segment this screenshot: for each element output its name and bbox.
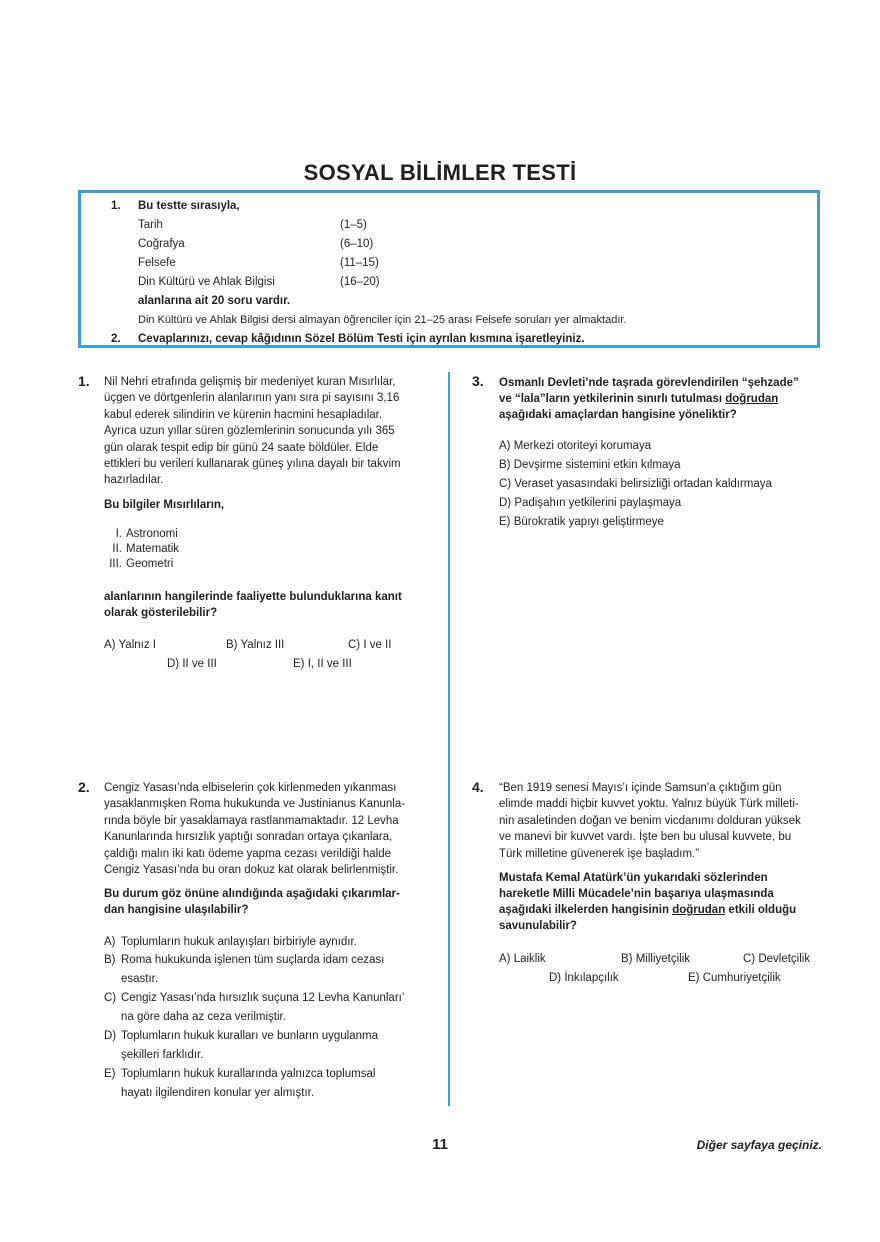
stem-line: alanlarının hangilerinde faaliyette bulunduklarına kanıt xyxy=(104,591,402,603)
option-d[interactable] xyxy=(104,1030,428,1068)
option-letter: A) xyxy=(104,936,116,948)
passage-line: çaldığı malın iki katı ödeme yapma cezası verildiği halde xyxy=(104,847,392,860)
subject-range: (6–10) xyxy=(340,238,374,250)
subject-name: Coğrafya xyxy=(138,238,185,250)
statement-item: Astronomi xyxy=(126,528,178,540)
question-3-number: 3. xyxy=(472,373,484,389)
option-letter: B) xyxy=(104,954,116,966)
stem-line: Mustafa Kemal Atatürk’ün yukarıdaki sözlerinden xyxy=(499,872,768,884)
stem-line: savunulabilir? xyxy=(499,920,577,932)
subject-range: (11–15) xyxy=(340,257,379,269)
option-text: şekilleri farklıdır. xyxy=(121,1049,204,1061)
option-e[interactable]: E) Bürokratik yapıyı geliştirmeye xyxy=(499,516,664,528)
subject-range: (16–20) xyxy=(340,276,380,288)
subject-name: Tarih xyxy=(138,219,163,231)
option-b[interactable]: B) Yalnız III xyxy=(226,639,285,651)
instruction-2-number: 2. xyxy=(111,333,121,345)
column-divider xyxy=(448,372,450,1106)
passage-line: rında böyle bir yasaklamaya rastlanmamaktadır. 12 Levha xyxy=(104,814,399,827)
option-e[interactable]: E) Cumhuriyetçilik xyxy=(688,972,781,984)
page-title: SOSYAL BİLİMLER TESTİ xyxy=(303,160,577,185)
statement-item: Matematik xyxy=(126,543,180,555)
option-a[interactable]: A) Yalnız I xyxy=(104,639,156,651)
question-1-lead: Bu bilgiler Mısırlıların, xyxy=(104,499,225,511)
passage-line: “Ben 1919 senesi Mayıs’ı içinde Samsun’a çıktığım gün xyxy=(499,782,782,794)
underlined-word: doğrudan xyxy=(672,904,726,916)
option-a[interactable] xyxy=(104,936,428,954)
option-text: esastır. xyxy=(121,973,159,985)
question-4-stem xyxy=(499,870,825,934)
instruction-2-text: Cevaplarınızı, cevap kâğıdının Sözel Bölüm Testi için ayrılan kısmına işaretleyiniz. xyxy=(138,333,585,345)
passage-line: Nil Nehri etrafında gelişmiş bir medeniyet kuran Mısırlılar, xyxy=(104,376,396,388)
roman-numeral: II. xyxy=(112,543,122,555)
option-text: Cengiz Yasası’nda hırsızlık suçuna 12 Levha Kanunları’ xyxy=(121,992,405,1004)
option-c[interactable] xyxy=(104,992,428,1030)
option-text: Roma hukukunda işlenen tüm suçlarda idam cezası xyxy=(121,954,385,966)
instruction-1-tail: alanlarına ait 20 soru vardır. xyxy=(138,295,291,307)
passage-line: Cengiz Yasası’nda elbiselerin çok kirlenmeden yıkanması xyxy=(104,782,397,794)
passage-line: Ayrıca uzun yıllar süren gözlemlerinin sonucunda yılı 365 xyxy=(104,425,395,438)
option-d[interactable]: D) İnkılapçılık xyxy=(549,972,619,984)
option-a[interactable]: A) Laiklik xyxy=(499,953,546,965)
passage-line: hazırladılar. xyxy=(104,474,164,487)
passage-line: gün olarak tespit edip bir günü 24 saate böldüler. Elde xyxy=(104,441,379,454)
option-text: Toplumların hukuk anlayışları birbiriyle aynıdır. xyxy=(121,936,357,948)
stem-text: etkili olduğu xyxy=(725,904,797,916)
option-letter: D) xyxy=(104,1030,117,1042)
underlined-word: doğrudan xyxy=(725,393,779,405)
stem-line: dan hangisine ulaşılabilir? xyxy=(104,904,249,916)
stem-line xyxy=(499,391,825,407)
option-a[interactable]: A) Merkezi otoriteyi korumaya xyxy=(499,440,652,452)
subject-name: Din Kültürü ve Ahlak Bilgisi xyxy=(138,276,275,288)
option-letter: C) xyxy=(104,992,117,1004)
option-e[interactable] xyxy=(104,1068,428,1106)
passage-line: ettikleri bu verileri kullanarak güneş yılına dayalı bir takvim xyxy=(104,458,401,471)
statement-item: Geometri xyxy=(126,558,174,570)
question-3-stem xyxy=(499,375,825,423)
option-c[interactable]: C) Veraset yasasındaki belirsizliği ortadan kaldırmaya xyxy=(499,478,772,490)
option-text: Toplumların hukuk kuralları ve bunların uygulanma xyxy=(121,1030,378,1042)
option-b[interactable] xyxy=(104,954,428,992)
page-number: 11 xyxy=(432,1136,448,1153)
stem-line: Osmanlı Devleti’nde taşrada görevlendirilen “şehzade” xyxy=(499,377,799,389)
passage-line: üçgen ve dörtgenlerin alanlarının yanı sıra pi sayısını 3,16 xyxy=(104,392,400,405)
stem-text: aşağıdaki ilkelerden hangisinin xyxy=(499,904,673,916)
stem-text: ve “lala”ların yetkilerinin sınırlı tutulması xyxy=(499,393,726,405)
instruction-1-note: Din Kültürü ve Ahlak Bilgisi dersi almayan öğrenciler için 21–25 arası Felsefe soruları yer almaktadır. xyxy=(138,314,627,326)
option-b[interactable]: B) Devşirme sistemini etkin kılmaya xyxy=(499,459,681,471)
question-4-number: 4. xyxy=(472,779,484,795)
question-2-passage xyxy=(104,780,428,878)
question-2-number: 2. xyxy=(78,779,90,795)
stem-line: aşağıdaki amaçlardan hangisine yöneliktir? xyxy=(499,409,737,421)
option-letter: E) xyxy=(104,1068,116,1080)
option-e[interactable]: E) I, II ve III xyxy=(293,658,352,670)
stem-line xyxy=(499,902,825,918)
option-text: Toplumların hukuk kurallarında yalnızca toplumsal xyxy=(121,1068,376,1080)
roman-numeral: I. xyxy=(115,528,122,540)
question-2-stem xyxy=(104,886,428,918)
option-b[interactable]: B) Milliyetçilik xyxy=(621,953,690,965)
subject-range: (1–5) xyxy=(340,219,367,231)
passage-line: Türk milletine güvenerek işe başladım.” xyxy=(499,847,700,860)
subject-name: Felsefe xyxy=(138,257,176,269)
passage-line: nin asaletinden doğan ve benim vicdanımı dolduran yüksek xyxy=(499,814,801,827)
stem-line: olarak gösterilebilir? xyxy=(104,607,218,619)
instruction-1-heading: Bu testte sırasıyla, xyxy=(138,200,240,212)
question-2-options xyxy=(104,936,428,1106)
instruction-1-number: 1. xyxy=(111,200,121,212)
option-c[interactable]: C) Devletçilik xyxy=(743,953,811,965)
option-c[interactable]: C) I ve II xyxy=(348,639,392,651)
question-4-quote xyxy=(499,780,823,862)
next-page-note: Diğer sayfaya geçiniz. xyxy=(696,1138,822,1152)
stem-line: Bu durum göz önüne alındığında aşağıdaki çıkarımlar- xyxy=(104,888,400,900)
question-1-number: 1. xyxy=(78,373,90,389)
option-d[interactable]: D) Padişahın yetkilerini paylaşmaya xyxy=(499,497,682,509)
passage-line: elimde maddi hiçbir kuvvet yoktu. Yalnız büyük Türk milleti- xyxy=(499,798,799,811)
instructions-box xyxy=(78,190,820,348)
roman-numeral: III. xyxy=(109,558,122,570)
option-text: hayatı ilgilendiren konular yer almıştır. xyxy=(121,1087,315,1099)
passage-line: kabul ederek silindirin ve kürenin hacmini hesapladılar. xyxy=(104,408,383,421)
passage-line: Cengiz Yasası’nda bu oran dokuz kat olarak belirlenmiştir. xyxy=(104,864,399,877)
question-1-stem xyxy=(104,589,428,621)
passage-line: ve manevi bir kuvvet vardı. İşte ben bu ulusal kuvvete, bu xyxy=(499,831,792,844)
passage-line: yasaklanmışken Roma hukukunda ve Justinianus Kanunla- xyxy=(104,798,406,811)
question-1-passage xyxy=(104,374,428,489)
option-text: na göre daha az ceza verilmiştir. xyxy=(121,1011,286,1023)
option-d[interactable]: D) II ve III xyxy=(167,658,217,670)
stem-line: hareketle Milli Mücadele’nin başarıya ulaşmasında xyxy=(499,888,774,900)
passage-line: Kanunlarında hırsızlık yaptığı sonradan ortaya çıkanlara, xyxy=(104,831,393,844)
